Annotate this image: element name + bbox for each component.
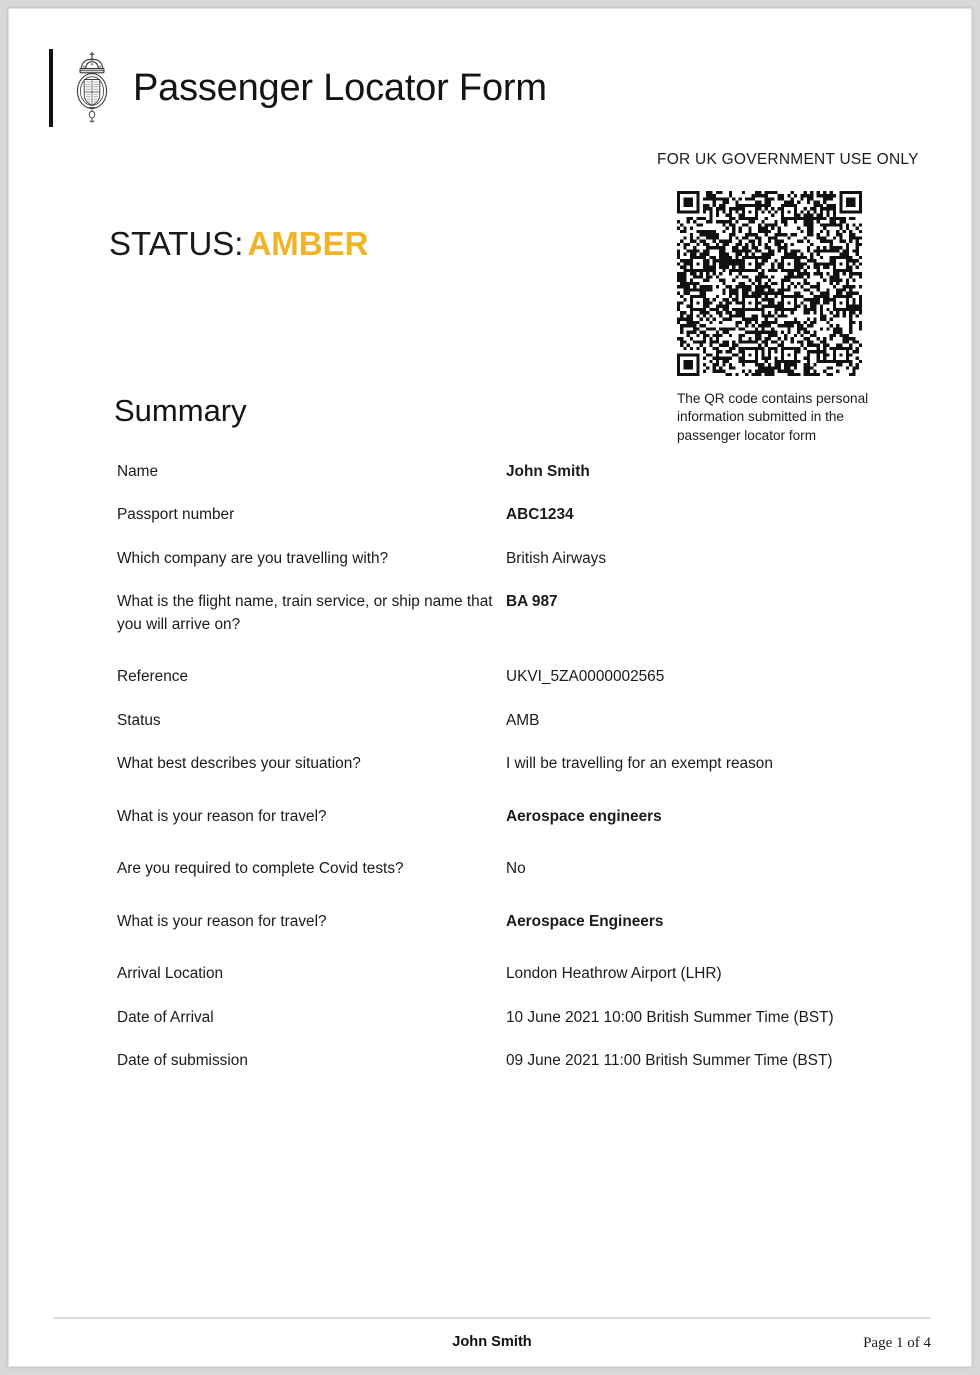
summary-row-value: No — [506, 860, 526, 878]
summary-row — [117, 710, 907, 732]
summary-row-value: BA 987 — [506, 593, 558, 611]
status-badge — [109, 225, 368, 263]
summary-row-value: London Heathrow Airport (LHR) — [506, 965, 722, 983]
summary-row — [117, 911, 907, 933]
summary-table — [117, 461, 907, 1094]
summary-row-label: Reference — [117, 668, 189, 686]
summary-row-label: Status — [117, 711, 161, 729]
summary-row-label: What is the flight name, train service, or ship name that you will arrive on? — [117, 593, 493, 633]
summary-row-value: John Smith — [506, 463, 590, 480]
summary-row-label: What best describes your situation? — [117, 755, 361, 773]
summary-row-label: Which company are you travelling with? — [117, 549, 389, 567]
summary-row-label: Name — [117, 463, 159, 480]
summary-row-label: Date of submission — [117, 1052, 248, 1070]
status-label: STATUS: — [109, 225, 244, 262]
status-value: AMBER — [247, 225, 369, 262]
page-title: Passenger Locator Form — [133, 67, 547, 109]
summary-row-value: ABC1234 — [506, 506, 574, 524]
document-footer — [53, 1334, 931, 1360]
footer-passenger-name: John Smith — [452, 1334, 532, 1350]
summary-row-label: Date of Arrival — [117, 1008, 214, 1026]
summary-row — [117, 963, 907, 985]
summary-row-value: 09 June 2021 11:00 British Summer Time (BST) — [506, 1052, 833, 1070]
qr-code-caption: The QR code contains personal information submitted in the passenger locator form — [677, 391, 869, 443]
summary-row-value: 10 June 2021 10:00 British Summer Time (BST) — [506, 1008, 834, 1026]
header-rule-bar — [49, 49, 53, 127]
summary-row — [117, 858, 907, 880]
document-page — [8, 8, 972, 1367]
summary-row-value: AMB — [506, 711, 540, 729]
summary-row-value: I will be travelling for an exempt reason — [506, 755, 773, 773]
summary-heading: Summary — [114, 393, 247, 428]
summary-row-value: UKVI_5ZA0000002565 — [506, 668, 665, 686]
summary-row — [117, 1007, 907, 1029]
summary-row-value: Aerospace Engineers — [506, 912, 664, 930]
summary-row — [117, 548, 907, 570]
summary-row-value: British Airways — [506, 549, 607, 567]
qr-code-icon — [677, 191, 862, 376]
summary-row — [117, 806, 907, 828]
summary-row — [117, 666, 907, 688]
summary-row-label: Passport number — [117, 506, 235, 524]
summary-row-label: What is your reason for travel? — [117, 912, 327, 930]
document-header — [49, 43, 547, 133]
summary-row-label: Arrival Location — [117, 965, 224, 983]
summary-row — [117, 461, 907, 483]
summary-row-value: Aerospace engineers — [506, 807, 662, 825]
footer-divider — [53, 1317, 931, 1319]
summary-row-label: What is your reason for travel? — [117, 807, 327, 825]
footer-page-number: Page 1 of 4 — [863, 1335, 931, 1351]
uk-royal-coat-of-arms-crest-icon — [69, 49, 115, 127]
gov-use-only-label: FOR UK GOVERNMENT USE ONLY — [657, 151, 919, 168]
summary-row-label: Are you required to complete Covid tests? — [117, 860, 404, 878]
government-use-block — [657, 151, 943, 445]
summary-row — [117, 1050, 907, 1072]
summary-row — [117, 591, 907, 636]
summary-row — [117, 753, 907, 775]
summary-row — [117, 504, 907, 526]
